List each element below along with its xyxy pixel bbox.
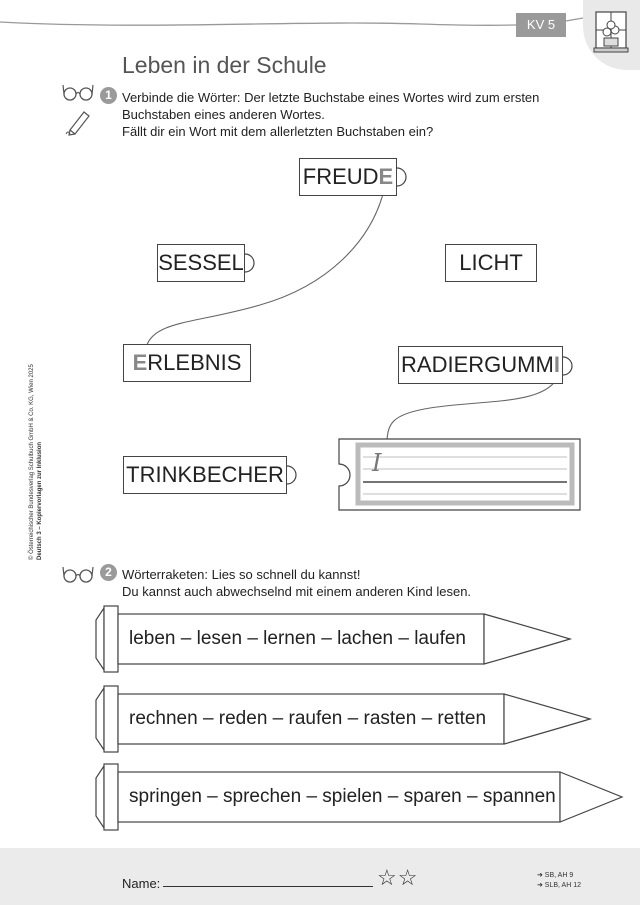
erlebnis-first-letter: E: [132, 350, 148, 375]
licht-word: LICHT: [459, 250, 523, 275]
rocket-words-3: springen – sprechen – spielen – sparen – spannen: [129, 786, 556, 807]
task1-instruction-1: Verbinde die Wörter: Der letzte Buchstabe eines Wortes wird zum ersten: [122, 90, 540, 105]
rocket-words-1: leben – lesen – lernen – lachen – laufen: [129, 628, 466, 649]
freude-main: FREUD: [302, 164, 379, 189]
task1-instruction-3: Fällt dir ein Wort mit dem allerletzten Buchstaben ein?: [122, 124, 434, 139]
trinkbecher-word: TRINKBECHER: [126, 462, 284, 487]
freude-last-letter: E: [378, 164, 394, 189]
answer-start-letter: I: [372, 449, 382, 477]
name-input-line[interactable]: [163, 886, 373, 887]
worksheet-badge: KV 5: [516, 13, 566, 37]
task-number-1: 1: [100, 87, 117, 104]
rating-stars[interactable]: ☆☆: [377, 865, 419, 890]
sessel-word: SESSEL: [158, 250, 244, 275]
reference-sb: ➜ SB, AH 9: [537, 872, 574, 879]
erlebnis-rest: RLEBNIS: [147, 350, 242, 375]
copyright-text: © Österreichischer Bundesverlag Schulbuch GmbH & Co. KG, Wien 2025: [29, 364, 35, 560]
task-number-2: 2: [100, 564, 117, 581]
radiergummi-main: RADIERGUMM: [401, 352, 554, 377]
task2-instruction-1: Wörterraketen: Lies so schnell du kannst!: [122, 567, 361, 582]
task1-instruction-2: Buchstaben eines anderen Wortes.: [122, 107, 325, 122]
name-label: Name:: [122, 876, 161, 891]
reference-slb: ➜ SLB, AH 12: [537, 882, 581, 889]
radiergummi-last-letter: I: [553, 352, 560, 377]
task2-instruction-2: Du kannst auch abwechselnd mit einem anderen Kind lesen.: [122, 584, 472, 599]
rocket-words-2: rechnen – reden – raufen – rasten – retten: [129, 708, 487, 729]
book-title-text: Deutsch 3 – Kopiervorlagen zur Inklusion: [37, 441, 43, 560]
page-title: Leben in der Schule: [122, 52, 327, 78]
